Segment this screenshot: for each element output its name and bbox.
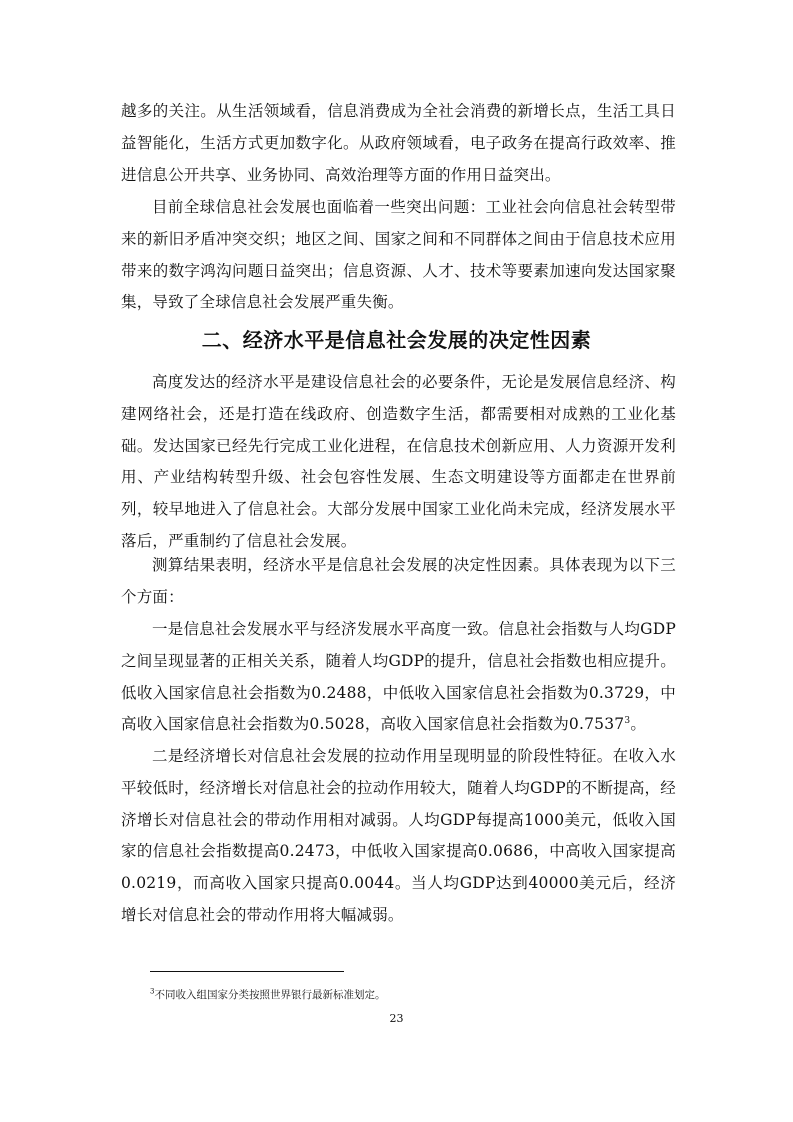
footnote-marker: 3	[150, 987, 155, 996]
paragraph-3: 高度发达的经济水平是建设信息社会的必要条件，无论是发展信息经济、构建网络社会，还是打造在线政府、创造数字生活，都需要相对成熟的工业化基础。发达国家已经先行完成工业化进程，在信息技术创新应用、人力资源开发利用、产业结构转型升级、社会包容性发展、生态文明建设等方面都走在世界前列，较早地进入了信息社会。大部分发展中国家工业化尚未完成，经济发展水平落后，严重制约了信息社会发展。	[121, 373, 676, 550]
paragraph-5-text: 一是信息社会发展水平与经济发展水平高度一致。信息社会指数与人均GDP之间呈现显著的正相关关系，随着人均GDP的提升，信息社会指数也相应提升。低收入国家信息社会指数为0.2488，中低收入国家信息社会指数为0.3729，中高收入国家信息社会指数为0.5028，高收入国家信息社会指数为0.7537	[121, 620, 676, 734]
footnote-separator	[150, 971, 344, 972]
paragraph-5-end: 。	[630, 715, 647, 734]
section-heading: 二、经济水平是信息社会发展的决定性因素	[201, 328, 592, 352]
paragraph-2: 目前全球信息社会发展也面临着一些突出问题：工业社会向信息社会转型带来的新旧矛盾冲突交织；地区之间、国家之间和不同群体之间由于信息技术应用带来的数字鸿沟问题日益突出；信息资源、人才、技术等要素加速向发达国家聚集，导致了全球信息社会发展严重失衡。	[121, 198, 676, 312]
paragraph-5	[121, 614, 676, 741]
footnote	[150, 988, 385, 1002]
page-number: 23	[389, 1012, 404, 1025]
footnote-text: 不同收入组国家分类按照世界银行最新标准划定。	[154, 989, 386, 1001]
footnote-reference[interactable]: 3	[624, 716, 631, 727]
paragraph-6: 二是经济增长对信息社会发展的拉动作用呈现明显的阶段性特征。在收入水平较低时，经济增长对信息社会的拉动作用较大，随着人均GDP的不断提高，经济增长对信息社会的带动作用相对减弱。人均GDP每提高1000美元，低收入国家的信息社会指数提高0.2473，中低收入国家提高0.0686，中高收入国家提高0.0219，而高收入国家只提高0.0044。当人均GDP达到40000美元后，经济增长对信息社会的带动作用将大幅减弱。	[121, 747, 676, 924]
paragraph-1: 越多的关注。从生活领域看，信息消费成为全社会消费的新增长点，生活工具日益智能化，生活方式更加数字化。从政府领域看，电子政务在提高行政效率、推进信息公开共享、业务协同、高效治理等方面的作用日益突出。	[121, 102, 676, 184]
paragraph-4: 测算结果表明，经济水平是信息社会发展的决定性因素。具体表现为以下三个方面：	[121, 556, 676, 606]
